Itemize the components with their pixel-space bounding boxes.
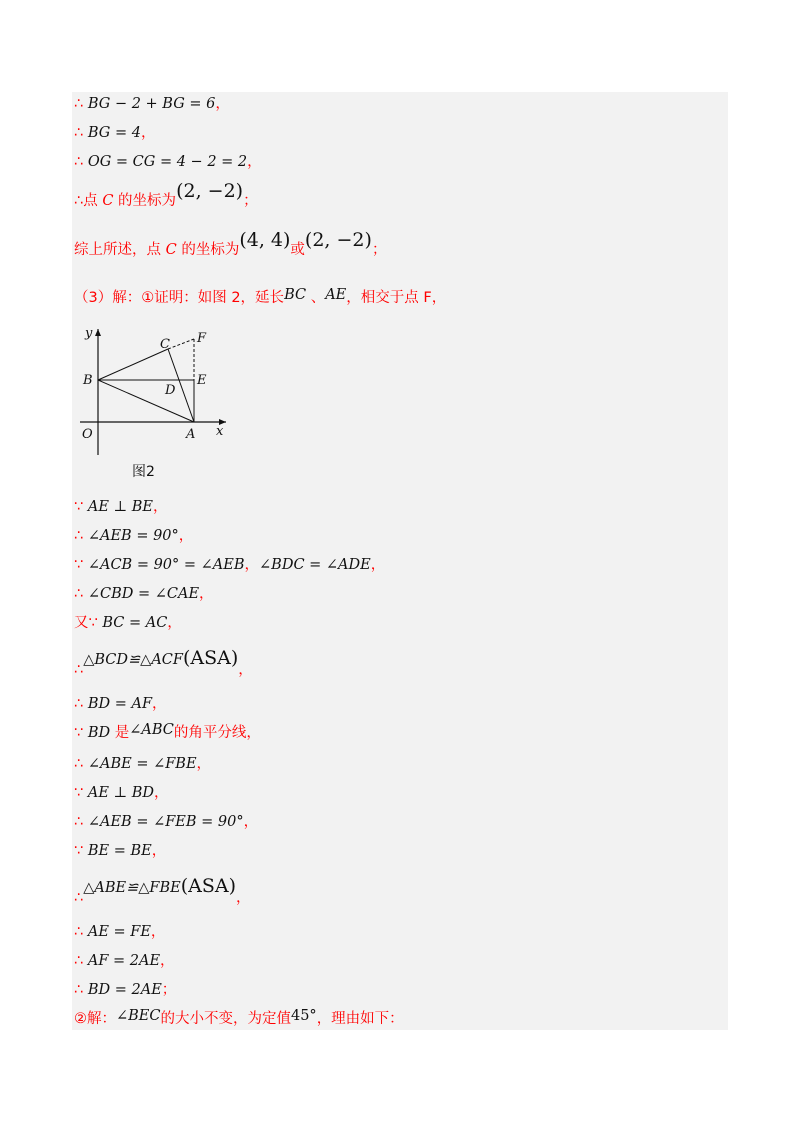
solution-panel xyxy=(72,92,728,1030)
segment-cf-dashed xyxy=(168,339,194,349)
step-line: ∴ BG = 4， xyxy=(74,125,156,141)
step-line: ∴ BD = AF， xyxy=(74,696,167,712)
step-line: ②解：∠BEC的大小不变，为定值45°，理由如下： xyxy=(74,1008,404,1027)
step-line: ∴ ∠AEB = 90°， xyxy=(74,528,194,544)
label-d: D xyxy=(165,383,176,398)
step-line: ∵ BD 是∠ABC的角平分线， xyxy=(74,722,261,741)
label-f: F xyxy=(197,331,207,346)
step-line: ∴ ∠CBD = ∠CAE， xyxy=(74,586,214,602)
label-y: y xyxy=(85,327,93,341)
step-line: ∴△ABE≌△FBE(ASA)， xyxy=(74,875,251,906)
step-line: ∵ AE ⊥ BD， xyxy=(74,785,169,801)
step-line: ∴ ∠ABE = ∠FBE， xyxy=(74,756,212,772)
step-line: 又∵ BC = AC， xyxy=(74,615,182,631)
step-line: ∴ AF = 2AE， xyxy=(74,953,175,969)
step-line: 综上所述，点 C 的坐标为(4, 4)或(2, −2)； xyxy=(74,229,387,258)
step-line: （3）解：①证明：如图 2，延长BC 、AE，相交于点 F， xyxy=(74,287,447,306)
step-line: ∴ BD = 2AE； xyxy=(74,982,177,998)
step-line: ∵ AE ⊥ BE， xyxy=(74,499,168,515)
label-c: C xyxy=(160,337,170,352)
step-line: ∵ BE = BE， xyxy=(74,843,167,859)
step-line: ∴ OG = CG = 4 − 2 = 2， xyxy=(74,154,262,170)
segment-bc xyxy=(98,349,168,380)
label-a: A xyxy=(186,427,196,442)
segment-ba xyxy=(98,380,194,422)
geometry-figure xyxy=(76,327,236,457)
figure-caption: 图2 xyxy=(132,464,155,480)
label-e: E xyxy=(197,373,207,388)
step-line: ∴△BCD≌△ACF(ASA)， xyxy=(74,647,253,678)
label-b: B xyxy=(83,373,93,388)
step-line: ∴ AE = FE， xyxy=(74,924,166,940)
step-line: ∴ ∠AEB = ∠FEB = 90°， xyxy=(74,814,259,830)
label-x: x xyxy=(216,424,224,439)
step-line: ∴点 C 的坐标为(2, −2)； xyxy=(74,180,258,209)
step-line: ∴ BG − 2 + BG = 6， xyxy=(74,96,230,112)
y-axis-arrow xyxy=(95,329,101,336)
label-o: O xyxy=(82,427,93,442)
step-line: ∵ ∠ACB = 90° = ∠AEB，∠BDC = ∠ADE， xyxy=(74,557,386,573)
